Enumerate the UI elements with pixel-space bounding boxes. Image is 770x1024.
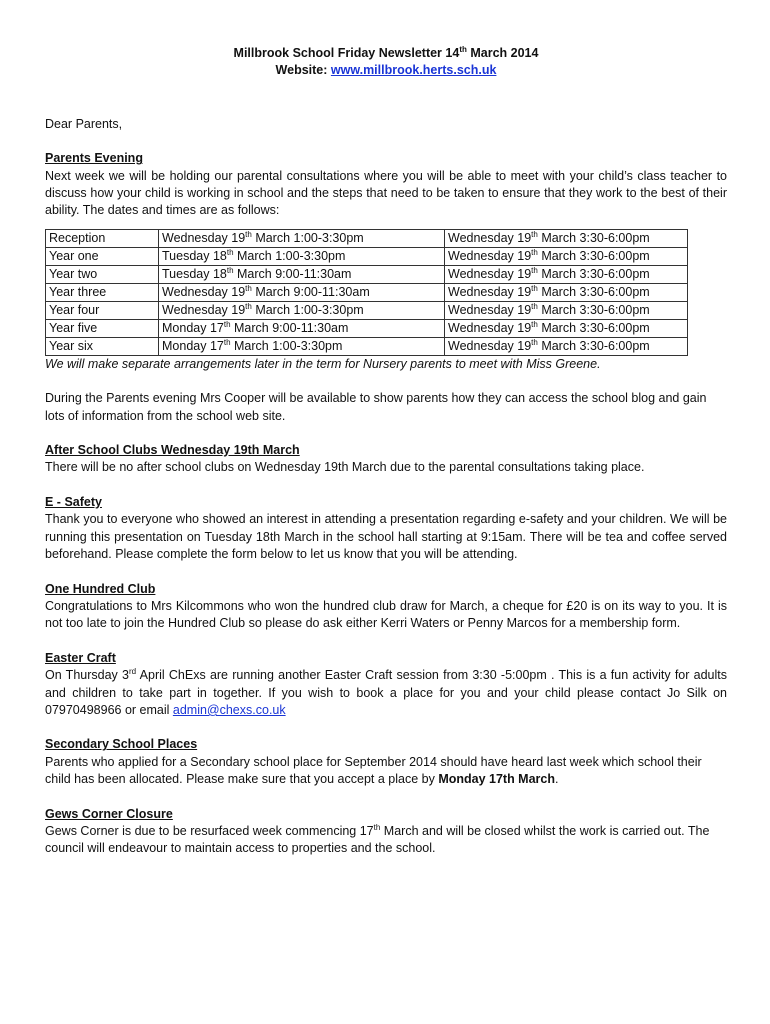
- easter-craft-body: On Thursday 3rd April ChExs are running another Easter Craft session from 3:30 -5:00pm . This is a fun activity for adults and children to take part in together. If you wish to book a place for you and your child please contact Jo Silk on 07970498966 or email admin@chexs.co.uk: [45, 666, 727, 717]
- parents-evening-heading: Parents Evening: [45, 151, 143, 166]
- consultation-table: [45, 229, 688, 356]
- easter-craft-section: [45, 650, 727, 720]
- after-school-section: [45, 442, 727, 477]
- gews-body: Gews Corner is due to be resurfaced week commencing 17th March and will be closed whilst the work is carried out. The council will endeavour to maintain access to properties and the school.: [45, 822, 710, 856]
- hundred-club-heading: One Hundred Club: [45, 581, 156, 596]
- table-row: [46, 283, 688, 301]
- secondary-body: Parents who applied for a Secondary school place for September 2014 should have heard last week which school their child has been allocated. Please make sure that you accept a place by Monday 17th March.: [45, 754, 702, 787]
- year-group-cell: Year five: [46, 319, 159, 337]
- secondary-heading: Secondary School Places: [45, 737, 198, 752]
- table-row: [46, 229, 688, 247]
- secondary-section: [45, 736, 727, 788]
- email-link[interactable]: admin@chexs.co.uk: [172, 702, 286, 717]
- newsletter-page: [45, 45, 727, 858]
- easter-craft-heading: Easter Craft: [45, 650, 116, 665]
- gews-section: [45, 806, 727, 858]
- session-one-cell: Wednesday 19th March 9:00-11:30am: [159, 283, 445, 301]
- salutation: Dear Parents,: [45, 116, 123, 131]
- session-two-cell: Wednesday 19th March 3:30-6:00pm: [445, 247, 688, 265]
- parents-evening-intro: Next week we will be holding our parental consultations where you will be able to meet with your child’s class teacher to discuss how your child is working in school and the steps that need to be taken to ensure that they work to the best of their ability. The dates and times are as follows:: [45, 168, 727, 218]
- session-two-cell: Wednesday 19th March 3:30-6:00pm: [445, 319, 688, 337]
- esafety-section: [45, 494, 727, 564]
- website-link[interactable]: www.millbrook.herts.sch.uk: [330, 63, 497, 78]
- table-row: [46, 337, 688, 355]
- hundred-club-body: Congratulations to Mrs Kilcommons who won the hundred club draw for March, a cheque for £20 is on its way to you. It is not too late to join the Hundred Club so please do ask either Kerri Waters or Penny Marcos for a membership form.: [45, 598, 727, 631]
- esafety-body: Thank you to everyone who showed an interest in attending a presentation regarding e-safety and your children. We will be running this presentation on Tuesday 18th March in the school hall starting at 9:15am. There will be tea and coffee served beforehand. Please complete the form below to let us know that you will be attending.: [45, 512, 727, 562]
- parents-evening-section: [45, 150, 727, 425]
- esafety-heading: E - Safety: [45, 494, 102, 509]
- table-row: [46, 265, 688, 283]
- table-row: [46, 301, 688, 319]
- session-one-cell: Wednesday 19th March 1:00-3:30pm: [159, 301, 445, 319]
- session-one-cell: Wednesday 19th March 1:00-3:30pm: [159, 229, 445, 247]
- hundred-club-section: [45, 581, 727, 633]
- year-group-cell: Year three: [46, 283, 159, 301]
- year-group-cell: Year one: [46, 247, 159, 265]
- session-one-cell: Tuesday 18th March 9:00-11:30am: [159, 265, 445, 283]
- table-row: [46, 319, 688, 337]
- session-two-cell: Wednesday 19th March 3:30-6:00pm: [445, 229, 688, 247]
- after-school-body: There will be no after school clubs on Wednesday 19th March due to the parental consultations taking place.: [45, 460, 645, 475]
- school-blog-text: During the Parents evening Mrs Cooper will be available to show parents how they can access the school blog and gain lots of information from the school web site.: [45, 391, 707, 423]
- table-row: [46, 247, 688, 265]
- year-group-cell: Year six: [46, 337, 159, 355]
- website-line: Website: www.millbrook.herts.sch.uk: [275, 63, 497, 78]
- gews-heading: Gews Corner Closure: [45, 806, 173, 821]
- session-two-cell: Wednesday 19th March 3:30-6:00pm: [445, 337, 688, 355]
- session-two-cell: Wednesday 19th March 3:30-6:00pm: [445, 283, 688, 301]
- newsletter-title: Millbrook School Friday Newsletter 14th March 2014: [233, 44, 539, 60]
- year-group-cell: Year four: [46, 301, 159, 319]
- session-one-cell: Monday 17th March 1:00-3:30pm: [159, 337, 445, 355]
- session-one-cell: Tuesday 18th March 1:00-3:30pm: [159, 247, 445, 265]
- year-group-cell: Reception: [46, 229, 159, 247]
- session-two-cell: Wednesday 19th March 3:30-6:00pm: [445, 265, 688, 283]
- session-two-cell: Wednesday 19th March 3:30-6:00pm: [445, 301, 688, 319]
- session-one-cell: Monday 17th March 9:00-11:30am: [159, 319, 445, 337]
- nursery-note: We will make separate arrangements later in the term for Nursery parents to meet with Miss Greene.: [45, 356, 601, 371]
- after-school-heading: After School Clubs Wednesday 19th March: [45, 443, 300, 458]
- year-group-cell: Year two: [46, 265, 159, 283]
